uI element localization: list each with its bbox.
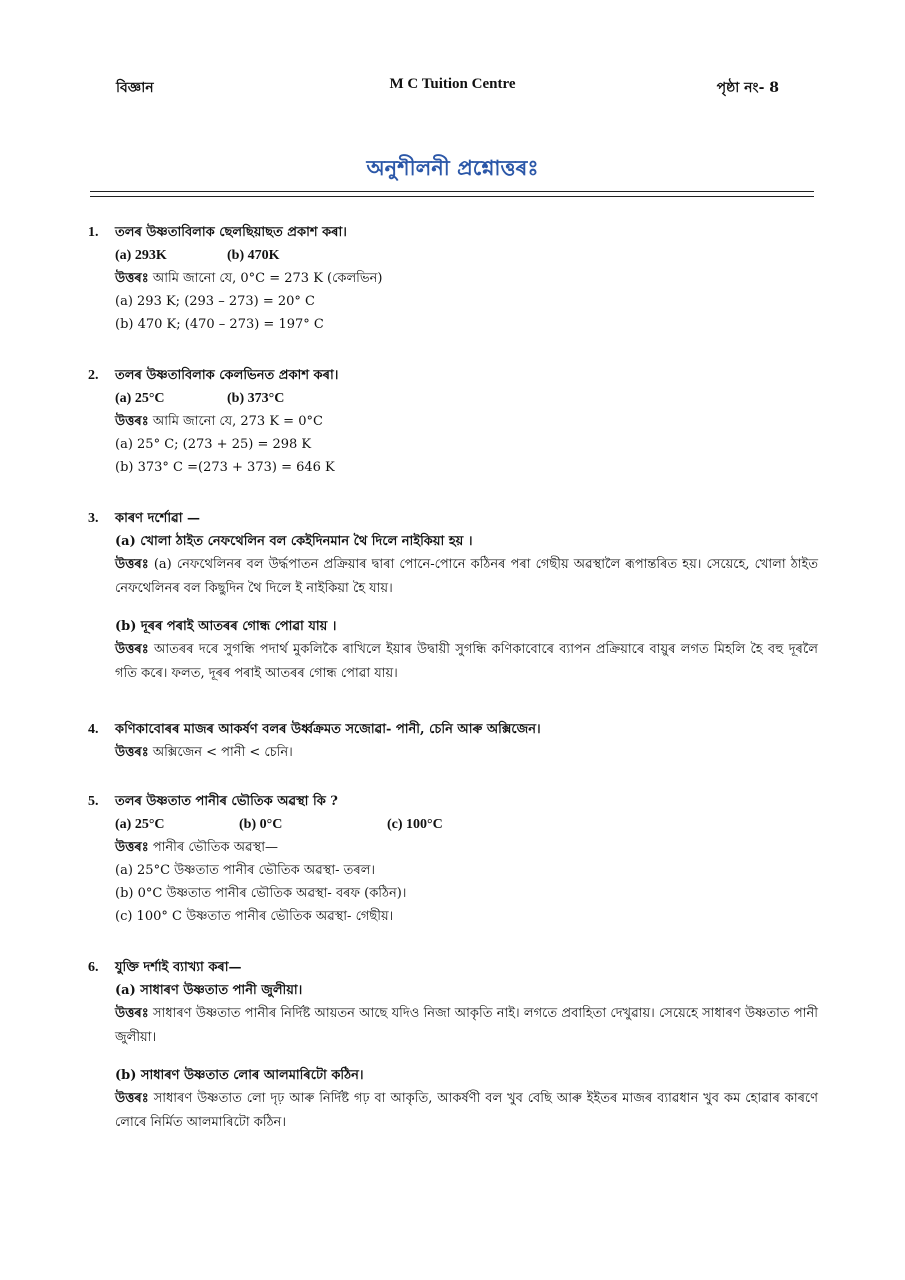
question-3 xyxy=(88,507,818,686)
answer-line: (b) 0°C উষ্ণতাত পানীৰ ভৌতিক অৱস্থা- বৰফ (কঠিন)। xyxy=(115,886,407,901)
header-page-number: পৃষ্ঠা নং- 8 xyxy=(716,80,779,96)
question-number: 5. xyxy=(88,794,99,809)
question-5 xyxy=(88,790,818,928)
answer-label: উত্তৰঃ xyxy=(115,642,149,657)
answer-text: সাধাৰণ উষ্ণতাত পানীৰ নিৰ্দিষ্ট আয়তন আছে যদিও নিজা আকৃতি নাই। লগতে প্ৰবাহিতা দেখুৱায়। সেয়েহে সাধাৰণ উষ্ণতাত পানী জুলীয়া। xyxy=(115,1006,818,1045)
section-title: অনুশীলনী প্ৰশ্নোত্তৰঃ xyxy=(366,155,539,180)
option-b: (b) 470K xyxy=(227,248,280,263)
answer-line: (a) 25°C উষ্ণতাত পানীৰ ভৌতিক অৱস্থা- তৰল। xyxy=(115,863,376,878)
option-b: (b) 373°C xyxy=(227,391,285,406)
answer-line: (c) 100° C উষ্ণতাত পানীৰ ভৌতিক অৱস্থা- গেছীয়। xyxy=(115,909,394,924)
options-row xyxy=(115,387,818,410)
answer-text: অক্সিজেন < পানী < চেনি। xyxy=(152,745,293,760)
answer-text: পানীৰ ভৌতিক অৱস্থা— xyxy=(152,840,278,855)
question-text: তলৰ উষ্ণতাবিলাক ছেলছিয়াছত প্ৰকাশ কৰা। xyxy=(115,225,347,240)
answer-text: আমি জানো যে, 273 K = 0°C xyxy=(152,414,323,429)
answer-label: উত্তৰঃ xyxy=(115,271,149,286)
question-1 xyxy=(88,221,818,336)
answer-text: আতৰৰ দৰে সুগন্ধি পদাৰ্থ মুকলিকৈ ৰাখিলে ইয়াৰ উদ্বায়ী সুগন্ধি কণিকাবোৰে ব্যাপন প্ৰক্ৰিয়াৰে বায়ুৰ লগত মিহলি হৈ বহু দূৰলৈ গতি কৰে। ফলত, দূৰৰ পৰাই আতৰৰ গোন্ধ পোৱা যায়। xyxy=(115,642,818,681)
subquestion-b: (b) সাধাৰণ উষ্ণতাত লোৰ আলমাৰিটো কঠিন। xyxy=(115,1068,364,1083)
answer-label: উত্তৰঃ xyxy=(115,414,149,429)
answer-label: উত্তৰঃ xyxy=(115,840,149,855)
option-a: (a) 293K xyxy=(115,248,167,263)
options-row xyxy=(115,813,818,836)
option-a: (a) 25°C xyxy=(115,391,165,406)
question-number: 3. xyxy=(88,511,99,526)
question-text: যুক্তি দৰ্শাই ব্যাখ্যা কৰা— xyxy=(115,960,242,975)
answer-label: উত্তৰঃ xyxy=(115,1091,149,1106)
subquestion-a: (a) সাধাৰণ উষ্ণতাত পানী জুলীয়া। xyxy=(115,983,303,998)
subquestion-a: (a) খোলা ঠাইত নেফথেলিন বল কেইদিনমান থৈ দিলে নাইকিয়া হয় । xyxy=(115,534,473,549)
question-text: কাৰণ দৰ্শোৱা — xyxy=(115,511,200,526)
answer-line: (a) 293 K; (293 – 273) = 20° C xyxy=(115,294,316,309)
option-c: (c) 100°C xyxy=(387,817,443,832)
question-2 xyxy=(88,364,818,479)
answer-text: সাধাৰণ উষ্ণতাত লো দৃঢ় আৰু নিৰ্দিষ্ট গঢ় বা আকৃতি, আকৰ্ষণী বল খুব বেছি আৰু ইইতৰ মাজৰ ব্যাৱধান খুব কম হোৱাৰ কাৰণে লোৰে নিৰ্মিত আলমাৰিটো কঠিন। xyxy=(115,1091,819,1130)
answer-line: (a) 25° C; (273 + 25) = 298 K xyxy=(115,437,312,452)
question-4 xyxy=(88,718,818,764)
question-number: 6. xyxy=(88,960,99,975)
option-a: (a) 25°C xyxy=(115,817,165,832)
subquestion-b: (b) দূৰৰ পৰাই আতৰৰ গোন্ধ পোৱা যায় । xyxy=(115,619,337,634)
answer-text: (a) নেফথেলিনৰ বল উৰ্দ্ধপাতন প্ৰক্ৰিয়াৰ দ্বাৰা পোনে-পোনে কঠিনৰ পৰা গেছীয় অৱস্থালৈ ৰূপান্তৰিত হয়। সেয়েহে, খোলা ঠাইত নেফথেলিনৰ বল কিছুদিন থৈ দিলে ই নাইকিয়া হৈ যায়। xyxy=(115,557,818,596)
answer-label: উত্তৰঃ xyxy=(115,557,149,572)
question-text: তলৰ উষ্ণতাবিলাক কেলভিনত প্ৰকাশ কৰা। xyxy=(115,368,339,383)
question-number: 4. xyxy=(88,722,99,737)
answer-text: আমি জানো যে, 0°C = 273 K (কেলভিন) xyxy=(152,271,383,286)
question-number: 2. xyxy=(88,368,99,383)
option-b: (b) 0°C xyxy=(239,817,283,832)
header-subject: বিজ্ঞান xyxy=(116,80,154,96)
title-rule-bottom xyxy=(90,196,814,197)
answer-label: উত্তৰঃ xyxy=(115,1006,149,1021)
title-rule-top xyxy=(90,191,814,192)
answer-label: উত্তৰঃ xyxy=(115,745,149,760)
options-row xyxy=(115,244,818,267)
question-number: 1. xyxy=(88,225,99,240)
answer-line: (b) 470 K; (470 – 273) = 197° C xyxy=(115,317,324,332)
answer-line: (b) 373° C =(273 + 373) = 646 K xyxy=(115,460,335,475)
question-6 xyxy=(88,956,818,1135)
header-center-title: M C Tuition Centre xyxy=(389,76,516,92)
question-text: কণিকাবোৰৰ মাজৰ আকৰ্ষণ বলৰ উৰ্ধ্বক্ৰমত সজোৱা- পানী, চেনি আৰু অক্সিজেন। xyxy=(115,722,541,737)
question-text: তলৰ উষ্ণতাত পানীৰ ভৌতিক অৱস্থা কি ? xyxy=(115,794,338,809)
